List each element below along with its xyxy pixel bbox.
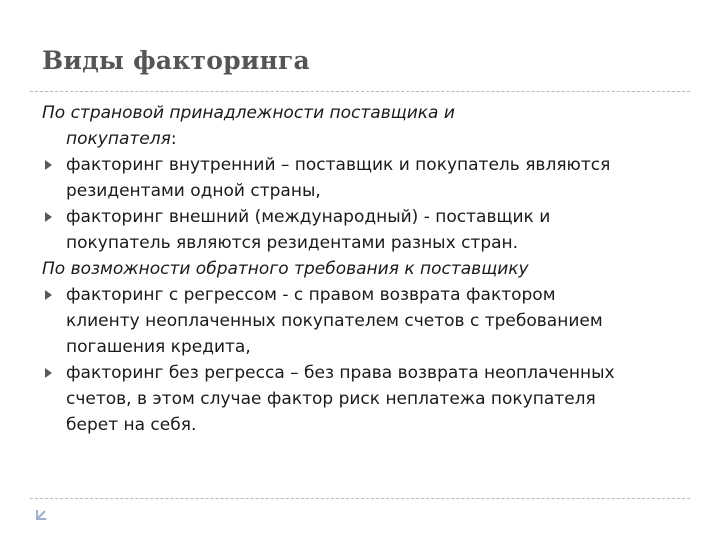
section-heading-recourse <box>42 256 687 282</box>
bullet-line: факторинг без регресса – без права возврата неоплаченных <box>66 363 615 383</box>
section-heading-country <box>42 100 687 126</box>
triangle-right-icon <box>45 368 52 378</box>
bullet-item-international <box>42 204 687 256</box>
bullet-line: погашения кредита, <box>66 337 251 357</box>
corner-chevron-icon <box>34 507 48 521</box>
heading-line: покупателя <box>66 129 171 149</box>
slide-title: Виды факторинга <box>42 46 310 75</box>
bullet-item-without-recourse <box>42 360 687 438</box>
heading-colon: : <box>170 129 177 149</box>
bullet-line: факторинг с регрессом - с правом возврата фактором <box>66 285 556 305</box>
bullet-line: покупатель являются резидентами разных стран. <box>66 233 519 253</box>
bullet-line: клиенту неоплаченных покупателем счетов с требованием <box>66 311 603 331</box>
bullet-line: берет на себя. <box>66 415 197 435</box>
triangle-right-icon <box>45 290 52 300</box>
bullet-line: факторинг внешний (международный) - поставщик и <box>66 207 551 227</box>
triangle-right-icon <box>45 160 52 170</box>
heading-line: По страновой принадлежности поставщика и <box>42 103 455 123</box>
bullet-item-with-recourse <box>42 282 687 360</box>
bullet-line: факторинг внутренний – поставщик и покупатель являются <box>66 155 611 175</box>
heading-line: По возможности обратного требования к поставщику <box>42 259 529 279</box>
section-heading-country-cont <box>42 126 687 152</box>
title-divider <box>30 91 690 92</box>
bullet-line: счетов, в этом случае фактор риск неплатежа покупателя <box>66 389 596 409</box>
footer-divider <box>30 498 690 499</box>
bullet-line: резидентами одной страны, <box>66 181 321 201</box>
slide-content <box>42 100 687 438</box>
bullet-item-domestic <box>42 152 687 204</box>
triangle-right-icon <box>45 212 52 222</box>
